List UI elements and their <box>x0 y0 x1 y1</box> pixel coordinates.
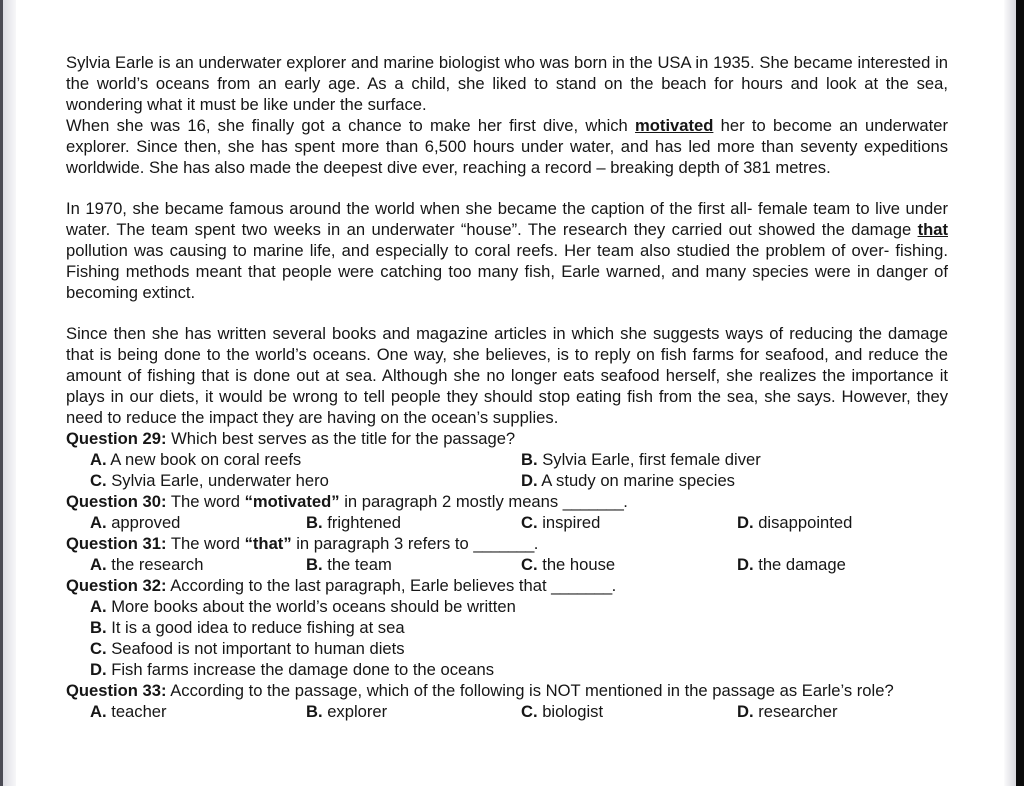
option-text: explorer <box>322 702 388 721</box>
option-letter: C. <box>521 513 538 532</box>
text-segment: The word <box>166 492 245 511</box>
question-30-stem <box>66 491 948 512</box>
answer-option-A <box>90 554 306 575</box>
option-letter: D. <box>737 555 754 574</box>
option-letter: A. <box>90 555 107 574</box>
text-segment: pollution was causing to marine life, and especially to coral reefs. Her team also studied the problem of over- fishing. Fishing methods meant that people were catching too many fish, Earle warned, and many species were in danger of becoming extinct. <box>66 241 948 302</box>
text-segment: in paragraph 2 mostly means <box>339 492 563 511</box>
answer-blank: _______ <box>551 576 612 595</box>
option-letter: D. <box>737 702 754 721</box>
answer-option-B <box>306 701 521 722</box>
text-segment: in paragraph 3 refers to <box>291 534 474 553</box>
question-label: Question 33: <box>66 681 167 700</box>
answer-option-A <box>90 701 306 722</box>
question-31-options <box>90 554 948 575</box>
option-letter: B. <box>90 618 107 637</box>
option-letter: B. <box>306 702 323 721</box>
photo-edge-right-black <box>1016 0 1024 786</box>
emphasized-word: “motivated” <box>244 492 340 511</box>
option-text: It is a good idea to reduce fishing at sea <box>106 618 405 637</box>
answer-option-A <box>90 449 521 470</box>
passage-paragraph-1 <box>66 52 948 115</box>
question-label: Question 32: <box>66 576 167 595</box>
text-segment: According to the passage, which of the following is NOT mentioned in the passage as Earle’s role? <box>166 681 894 700</box>
option-text: Seafood is not important to human diets <box>106 639 405 658</box>
option-text: the damage <box>753 555 846 574</box>
question-33-options <box>90 701 948 722</box>
emphasized-word: motivated <box>635 116 714 135</box>
option-letter: C. <box>90 471 107 490</box>
option-letter: B. <box>306 513 323 532</box>
question-33-stem <box>66 680 948 701</box>
answer-option-B <box>306 554 521 575</box>
answer-option-D <box>737 701 948 722</box>
answer-option-B <box>90 617 948 638</box>
answer-option-C <box>521 512 737 533</box>
option-text: inspired <box>537 513 601 532</box>
reading-passage <box>66 52 948 428</box>
option-text: biologist <box>537 702 604 721</box>
text-segment: . <box>623 492 628 511</box>
option-letter: D. <box>90 660 107 679</box>
text-segment: The word <box>166 534 245 553</box>
question-32-options <box>90 596 948 680</box>
option-text: the research <box>106 555 204 574</box>
question-29-stem <box>66 428 948 449</box>
answer-option-B <box>521 449 948 470</box>
photo-edge-left-strip <box>3 0 16 786</box>
answer-option-C <box>90 470 521 491</box>
text-segment: her to become an underwater explorer. Since then, she has spent more than 6,500 hours under water, and has led more than seventy expeditions worldwide. She has also made the deepest dive ever, reaching a record – breaking depth of 381 metres. <box>66 116 948 177</box>
answer-option-A <box>90 512 306 533</box>
text-segment: . <box>533 534 539 553</box>
photo-edge-right-strip <box>1004 0 1016 786</box>
option-letter: C. <box>521 702 538 721</box>
answer-blank: _______ <box>473 534 534 553</box>
emphasized-word: that <box>917 220 948 239</box>
answer-option-A <box>90 596 948 617</box>
passage-paragraph-2 <box>66 115 948 178</box>
question-32-stem <box>66 575 948 596</box>
text-segment: When she was 16, she finally got a chance to make her first dive, which <box>66 116 636 135</box>
option-text: teacher <box>106 702 167 721</box>
answer-option-D <box>737 512 948 533</box>
question-label: Question 29: <box>66 429 167 448</box>
option-letter: C. <box>521 555 538 574</box>
option-text: Sylvia Earle, underwater hero <box>106 471 329 490</box>
option-text: disappointed <box>753 513 853 532</box>
document-page <box>66 52 948 722</box>
question-label: Question 30: <box>66 492 167 511</box>
option-letter: D. <box>521 471 538 490</box>
questions-section <box>66 428 948 722</box>
answer-option-D <box>521 470 948 491</box>
question-29-options <box>90 449 948 491</box>
text-segment: According to the last paragraph, Earle believes that <box>166 576 552 595</box>
answer-option-B <box>306 512 521 533</box>
option-letter: C. <box>90 639 107 658</box>
option-letter: B. <box>306 555 323 574</box>
option-text: Sylvia Earle, first female diver <box>537 450 761 469</box>
option-letter: D. <box>737 513 754 532</box>
answer-option-D <box>90 659 948 680</box>
option-letter: A. <box>90 513 107 532</box>
question-30-options <box>90 512 948 533</box>
question-label: Question 31: <box>66 534 167 553</box>
text-segment: In 1970, she became famous around the world when she became the caption of the first all- female team to live under water. The team spent two weeks in an underwater “house”. The research they carried out showed the damage <box>66 199 948 239</box>
passage-paragraph-3 <box>66 198 948 303</box>
passage-paragraph-4 <box>66 323 948 428</box>
option-text: frightened <box>322 513 402 532</box>
answer-option-C <box>521 554 737 575</box>
text-segment: Sylvia Earle is an underwater explorer and marine biologist who was born in the USA in 1935. She became interested in the world’s oceans from an early age. As a child, she liked to stand on the beach for hours and look at the sea, wondering what it must be like under the surface. <box>66 53 948 114</box>
question-31-stem <box>66 533 948 554</box>
option-letter: B. <box>521 450 538 469</box>
option-text: approved <box>106 513 181 532</box>
option-text: A new book on coral reefs <box>106 450 302 469</box>
answer-blank: _______ <box>562 492 624 511</box>
option-text: the team <box>322 555 392 574</box>
option-letter: A. <box>90 597 107 616</box>
text-segment: Since then she has written several books and magazine articles in which she suggests ways of reducing the damage that is being done to the world’s oceans. One way, she believes, is to reply on fish farms for seafood, and reduce the amount of fishing that is done out at sea. Although she no longer eats seafood herself, she realizes the importance it plays in our diets, it would be wrong to tell people they should stop eating fish from the sea, she says. However, they need to reduce the impact they are having on the ocean’s supplies. <box>66 324 948 427</box>
text-segment: . <box>611 576 617 595</box>
answer-option-D <box>737 554 948 575</box>
answer-option-C <box>90 638 948 659</box>
option-text: researcher <box>753 702 838 721</box>
emphasized-word: “that” <box>244 534 292 553</box>
answer-option-C <box>521 701 737 722</box>
option-text: the house <box>537 555 616 574</box>
option-text: A study on marine species <box>537 471 735 490</box>
option-letter: A. <box>90 702 107 721</box>
text-segment: Which best serves as the title for the passage? <box>166 429 516 448</box>
option-text: More books about the world’s oceans should be written <box>106 597 516 616</box>
option-letter: A. <box>90 450 107 469</box>
option-text: Fish farms increase the damage done to the oceans <box>106 660 495 679</box>
